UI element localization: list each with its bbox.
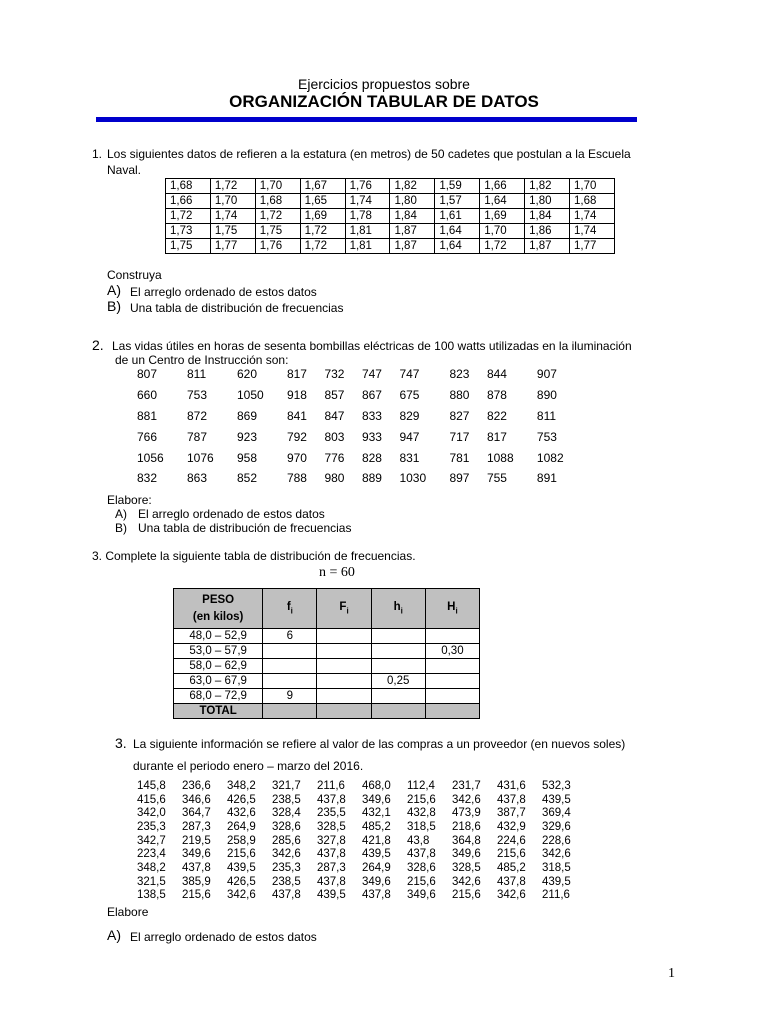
table-cell: 889 [361, 471, 382, 486]
interval-cell: 63,0 – 67,9 [174, 674, 263, 689]
frequency-row [174, 629, 480, 644]
ex4-a-text: El arreglo ordenado de estos datos [130, 930, 317, 944]
table-cell: 807 [137, 367, 158, 382]
table-cell: 1,80 [390, 194, 435, 209]
lifetimes-row [137, 468, 587, 489]
table-cell: 138,5 [137, 889, 166, 902]
table-cell: 1,87 [390, 239, 435, 254]
ex3-text: 3. Complete la siguiente tabla de distribución de frecuencias. [92, 549, 416, 563]
ex4-instruction: Elabore [107, 905, 149, 919]
table-cell: 349,6 [407, 889, 436, 902]
table-cell: 1,66 [480, 179, 525, 194]
ex1-a-letter: A) [107, 282, 121, 298]
table-cell: 1,70 [255, 179, 300, 194]
ex1-text-line1: Los siguientes datos de refieren a la estatura (en metros) de 50 cadetes que postulan a la Escuela [107, 147, 631, 161]
table-cell: 788 [286, 471, 307, 486]
table-cell: 1030 [399, 471, 427, 486]
freq-cell-f[interactable] [263, 674, 317, 689]
table-cell: 432,6 [227, 807, 256, 820]
ex2-text-line1: Las vidas útiles en horas de sesenta bombillas eléctricas de 100 watts utilizadas en la iluminación [112, 339, 632, 353]
table-cell: 747 [361, 367, 382, 382]
interval-cell: 68,0 – 72,9 [174, 689, 263, 704]
ex1-b-letter: B) [107, 298, 121, 314]
table-cell: 1,72 [300, 224, 345, 239]
n-label: n = 60 [319, 565, 355, 580]
total-cell [317, 704, 371, 719]
table-cell: 321,5 [137, 875, 166, 888]
freq-cell-F[interactable] [317, 689, 371, 704]
table-cell: 439,5 [317, 889, 346, 902]
purchases-row [137, 834, 587, 848]
table-cell: 421,8 [362, 834, 391, 847]
table-cell: 1,74 [210, 209, 255, 224]
table-cell: 1088 [486, 450, 514, 465]
doc-subtitle: Ejercicios propuestos sobre [298, 76, 470, 92]
heights-row [166, 194, 615, 209]
table-cell: 1,81 [345, 224, 390, 239]
freq-cell-h[interactable] [371, 629, 425, 644]
table-cell: 342,6 [452, 875, 481, 888]
table-cell: 342,0 [137, 807, 166, 820]
table-cell: 342,6 [542, 848, 571, 861]
table-cell: 1,72 [255, 209, 300, 224]
table-cell: 432,8 [407, 807, 436, 820]
table-cell: 211,6 [542, 889, 570, 902]
heights-row [166, 209, 615, 224]
header-Hi: $H_i$ [425, 589, 479, 629]
table-cell: 776 [324, 450, 345, 465]
table-cell: 1,74 [570, 209, 615, 224]
table-cell: 287,3 [317, 861, 346, 874]
table-cell: 1,69 [300, 209, 345, 224]
table-cell: 907 [536, 367, 557, 382]
table-cell: 238,5 [272, 793, 301, 806]
table-cell: 349,6 [362, 793, 391, 806]
table-cell: 1,72 [480, 239, 525, 254]
table-cell: 1,68 [166, 179, 211, 194]
ex4-text-line1: La siguiente información se refiere al valor de las compras a un proveedor (en nuevos soles) [133, 737, 626, 751]
ex2-instruction: Elabore: [107, 493, 152, 507]
table-cell: 803 [324, 429, 345, 444]
purchases-row [137, 820, 587, 834]
total-label: TOTAL [174, 704, 263, 719]
ex2-a-letter: A) [115, 507, 127, 521]
table-cell: 828 [361, 450, 382, 465]
table-cell: 918 [286, 388, 307, 403]
table-cell: 1,82 [525, 179, 570, 194]
table-cell: 235,5 [317, 807, 346, 820]
header-Fi: $F_i$ [317, 589, 371, 629]
table-cell: 1,77 [210, 239, 255, 254]
table-cell: 437,8 [317, 848, 346, 861]
table-cell: 829 [399, 408, 420, 423]
table-cell: 1,57 [435, 194, 480, 209]
table-cell: 1,59 [435, 179, 480, 194]
purchases-row [137, 889, 587, 903]
frequency-row [174, 689, 480, 704]
table-cell: 923 [236, 429, 257, 444]
table-cell: 787 [186, 429, 208, 444]
ex2-text-line2: de un Centro de Instrucción son: [115, 353, 289, 367]
table-cell: 620 [236, 367, 257, 382]
table-cell: 1,76 [255, 239, 300, 254]
table-cell: 349,6 [182, 848, 211, 861]
table-cell: 437,8 [497, 875, 526, 888]
table-cell: 863 [186, 471, 208, 486]
table-cell: 532,3 [542, 779, 571, 792]
table-cell: 1,81 [345, 239, 390, 254]
table-cell: 328,6 [272, 820, 301, 833]
table-cell: 827 [449, 408, 470, 423]
table-cell: 437,8 [407, 848, 436, 861]
table-cell: 348,2 [227, 779, 256, 792]
table-cell: 228,6 [542, 834, 571, 847]
table-cell: 439,5 [227, 861, 256, 874]
table-cell: 43,8 [407, 834, 430, 847]
table-cell: 219,5 [182, 834, 211, 847]
table-cell: 224,6 [497, 834, 526, 847]
table-cell: 285,6 [272, 834, 301, 847]
table-cell: 1,84 [525, 209, 570, 224]
table-cell: 318,5 [542, 861, 571, 874]
table-cell: 811 [186, 367, 207, 382]
ex2-number: 2. [92, 337, 104, 353]
freq-cell-h[interactable] [371, 689, 425, 704]
ex2-a-text: El arreglo ordenado de estos datos [138, 507, 325, 521]
table-cell: 857 [324, 388, 345, 403]
freq-cell-F[interactable] [317, 644, 371, 659]
table-cell: 841 [286, 408, 307, 423]
table-cell: 755 [486, 471, 507, 486]
table-cell: 717 [449, 429, 470, 444]
interval-cell: 58,0 – 62,9 [174, 659, 263, 674]
table-cell: 1,84 [390, 209, 435, 224]
table-cell: 1,75 [166, 239, 211, 254]
table-cell: 258,9 [227, 834, 256, 847]
table-cell: 215,6 [407, 875, 436, 888]
table-cell: 1,69 [480, 209, 525, 224]
table-cell: 342,6 [497, 889, 526, 902]
table-cell: 348,2 [137, 861, 166, 874]
table-cell: 1,78 [345, 209, 390, 224]
table-cell: 321,7 [272, 779, 301, 792]
table-cell: 415,6 [137, 793, 166, 806]
freq-cell-h[interactable] [371, 659, 425, 674]
table-cell: 287,3 [182, 820, 211, 833]
purchases-row [137, 861, 587, 875]
table-cell: 439,5 [362, 848, 391, 861]
purchases-row [137, 793, 587, 807]
table-cell: 349,6 [362, 875, 391, 888]
table-cell: 437,8 [497, 793, 526, 806]
table-cell: 1,74 [345, 194, 390, 209]
ex4-text-line2: durante el periodo enero – marzo del 2016. [133, 759, 364, 773]
table-cell: 1,75 [210, 224, 255, 239]
ex4-a-letter: A) [107, 927, 121, 943]
table-cell: 437,8 [182, 861, 211, 874]
table-cell: 1,87 [525, 239, 570, 254]
table-cell: 318,5 [407, 820, 436, 833]
table-cell: 792 [286, 429, 307, 444]
freq-cell-H[interactable]: 0,30 [425, 644, 479, 659]
table-cell: 1056 [137, 450, 164, 465]
table-cell: 1,72 [210, 179, 255, 194]
freq-cell-f[interactable]: 6 [263, 629, 317, 644]
table-cell: 328,5 [452, 861, 481, 874]
table-cell: 753 [186, 388, 208, 403]
heights-row [166, 224, 615, 239]
table-cell: 811 [536, 408, 557, 423]
ex1-instruction: Construya [107, 268, 162, 282]
table-cell: 387,7 [497, 807, 526, 820]
freq-cell-H[interactable] [425, 659, 479, 674]
table-cell: 437,8 [272, 889, 301, 902]
lifetimes-row [137, 364, 587, 385]
heights-table [165, 178, 615, 254]
frequency-table [173, 588, 480, 719]
ex2-b-text: Una tabla de distribución de frecuencias [138, 521, 352, 535]
table-cell: 832 [137, 471, 158, 486]
table-cell: 328,4 [272, 807, 301, 820]
freq-cell-h[interactable] [371, 644, 425, 659]
table-cell: 766 [137, 429, 158, 444]
table-cell: 1076 [186, 450, 214, 465]
heights-row [166, 239, 615, 254]
table-cell: 1050 [236, 388, 264, 403]
table-cell: 1,80 [525, 194, 570, 209]
table-cell: 869 [236, 408, 257, 423]
table-cell: 439,5 [542, 793, 571, 806]
table-cell: 881 [137, 408, 158, 423]
table-cell: 145,8 [137, 779, 166, 792]
ex1-a-text: El arreglo ordenado de estos datos [130, 285, 317, 299]
table-cell: 970 [286, 450, 307, 465]
table-cell: 831 [399, 450, 420, 465]
table-cell: 437,8 [317, 793, 346, 806]
interval-cell: 53,0 – 57,9 [174, 644, 263, 659]
header-peso-line1: PESO [202, 594, 235, 606]
header-peso [174, 589, 263, 629]
freq-cell-F[interactable] [317, 629, 371, 644]
table-cell: 781 [449, 450, 470, 465]
table-cell: 235,3 [272, 861, 301, 874]
table-cell: 980 [324, 471, 345, 486]
table-cell: 1,66 [166, 194, 211, 209]
table-cell: 485,2 [497, 861, 526, 874]
table-cell: 1,68 [255, 194, 300, 209]
header-peso-line2: (en kilos) [192, 611, 244, 623]
table-cell: 215,6 [227, 848, 256, 861]
table-cell: 346,6 [182, 793, 211, 806]
table-cell: 432,1 [362, 807, 391, 820]
table-cell: 1,65 [300, 194, 345, 209]
table-cell: 1,73 [166, 224, 211, 239]
purchases-row [137, 806, 587, 820]
table-cell: 342,6 [272, 848, 301, 861]
table-cell: 485,2 [362, 820, 391, 833]
table-cell: 1,64 [435, 239, 480, 254]
header-hi: $h_i$ [371, 589, 425, 629]
purchases-table [137, 779, 587, 902]
table-cell: 473,9 [452, 807, 481, 820]
table-cell: 211,6 [317, 779, 345, 792]
interval-cell: 48,0 – 52,9 [174, 629, 263, 644]
table-cell: 1,70 [570, 179, 615, 194]
total-cell [425, 704, 479, 719]
table-cell: 328,6 [407, 861, 436, 874]
table-cell: 215,6 [407, 793, 436, 806]
table-cell: 1,75 [255, 224, 300, 239]
table-cell: 1,82 [390, 179, 435, 194]
frequency-row [174, 644, 480, 659]
freq-cell-H[interactable] [425, 689, 479, 704]
ex1-b-text: Una tabla de distribución de frecuencias [130, 301, 344, 315]
table-cell: 1,74 [570, 224, 615, 239]
table-cell: 439,5 [542, 875, 571, 888]
table-cell: 426,5 [227, 875, 256, 888]
table-cell: 747 [399, 367, 420, 382]
table-cell: 822 [486, 408, 507, 423]
table-cell: 328,5 [317, 820, 346, 833]
lifetimes-row [137, 385, 587, 406]
table-cell: 431,6 [497, 779, 526, 792]
freq-cell-f[interactable] [263, 644, 317, 659]
table-cell: 215,6 [182, 889, 211, 902]
total-cell [263, 704, 317, 719]
title-rule [96, 117, 637, 122]
table-cell: 844 [486, 367, 507, 382]
table-cell: 947 [399, 429, 420, 444]
table-cell: 385,9 [182, 875, 211, 888]
table-cell: 437,8 [362, 889, 391, 902]
table-cell: 223,4 [137, 848, 166, 861]
purchases-row [137, 847, 587, 861]
table-cell: 1,64 [480, 194, 525, 209]
table-cell: 897 [449, 471, 470, 486]
page-number: 1 [668, 966, 675, 981]
ex1-number: 1. [92, 147, 103, 161]
table-cell: 1,68 [570, 194, 615, 209]
freq-cell-h[interactable]: 0,25 [371, 674, 425, 689]
ex1-text-line2: Naval. [107, 163, 142, 177]
purchases-row [137, 875, 587, 889]
table-cell: 660 [137, 388, 158, 403]
table-cell: 329,6 [542, 820, 571, 833]
table-cell: 364,7 [182, 807, 211, 820]
table-cell: 231,7 [452, 779, 481, 792]
table-cell: 867 [361, 388, 382, 403]
table-cell: 880 [449, 388, 470, 403]
table-cell: 1,72 [300, 239, 345, 254]
doc-title: ORGANIZACIÓN TABULAR DE DATOS [229, 92, 539, 111]
ex2-b-letter: B) [115, 521, 127, 535]
table-cell: 732 [324, 367, 345, 382]
table-cell: 264,9 [227, 820, 256, 833]
header-fi: $f_i$ [263, 589, 317, 629]
table-cell: 933 [361, 429, 382, 444]
table-cell: 1082 [536, 450, 564, 465]
table-cell: 342,7 [137, 834, 166, 847]
freq-cell-H[interactable] [425, 674, 479, 689]
table-cell: 675 [399, 388, 420, 403]
lifetimes-table [137, 364, 587, 489]
freq-cell-F[interactable] [317, 674, 371, 689]
purchases-row [137, 779, 587, 793]
table-cell: 847 [324, 408, 345, 423]
table-cell: 1,76 [345, 179, 390, 194]
table-cell: 817 [486, 429, 507, 444]
lifetimes-row [137, 447, 587, 468]
heights-row [166, 179, 615, 194]
lifetimes-row [137, 426, 587, 447]
table-cell: 432,9 [497, 820, 526, 833]
table-cell: 426,5 [227, 793, 256, 806]
frequency-row [174, 659, 480, 674]
table-cell: 342,6 [452, 793, 481, 806]
table-cell: 852 [236, 471, 257, 486]
table-cell: 342,6 [227, 889, 256, 902]
table-cell: 236,6 [182, 779, 211, 792]
lifetimes-row [137, 406, 587, 427]
table-cell: 468,0 [362, 779, 391, 792]
table-cell: 872 [186, 408, 208, 423]
table-cell: 215,6 [497, 848, 526, 861]
table-cell: 327,8 [317, 834, 346, 847]
table-cell: 1,64 [435, 224, 480, 239]
table-cell: 817 [286, 367, 307, 382]
table-cell: 1,70 [210, 194, 255, 209]
table-cell: 235,3 [137, 820, 166, 833]
freq-cell-f[interactable]: 9 [263, 689, 317, 704]
table-cell: 1,77 [570, 239, 615, 254]
table-cell: 958 [236, 450, 257, 465]
freq-cell-F[interactable] [317, 659, 371, 674]
table-cell: 264,9 [362, 861, 391, 874]
table-cell: 878 [486, 388, 507, 403]
table-cell: 823 [449, 367, 470, 382]
table-cell: 753 [536, 429, 557, 444]
frequency-row [174, 674, 480, 689]
table-cell: 112,4 [407, 779, 435, 792]
table-cell: 437,8 [317, 875, 346, 888]
table-cell: 891 [536, 471, 557, 486]
ex4-number: 3. [115, 735, 127, 751]
table-cell: 369,4 [542, 807, 571, 820]
total-cell [371, 704, 425, 719]
table-cell: 1,67 [300, 179, 345, 194]
table-cell: 1,70 [480, 224, 525, 239]
table-cell: 215,6 [452, 889, 481, 902]
table-cell: 1,72 [166, 209, 211, 224]
table-cell: 1,61 [435, 209, 480, 224]
table-cell: 349,6 [452, 848, 481, 861]
table-cell: 218,6 [452, 820, 481, 833]
freq-cell-f[interactable] [263, 659, 317, 674]
table-cell: 1,86 [525, 224, 570, 239]
freq-cell-H[interactable] [425, 629, 479, 644]
table-cell: 1,87 [390, 224, 435, 239]
table-cell: 364,8 [452, 834, 481, 847]
table-cell: 890 [536, 388, 557, 403]
table-cell: 238,5 [272, 875, 301, 888]
table-cell: 833 [361, 408, 382, 423]
